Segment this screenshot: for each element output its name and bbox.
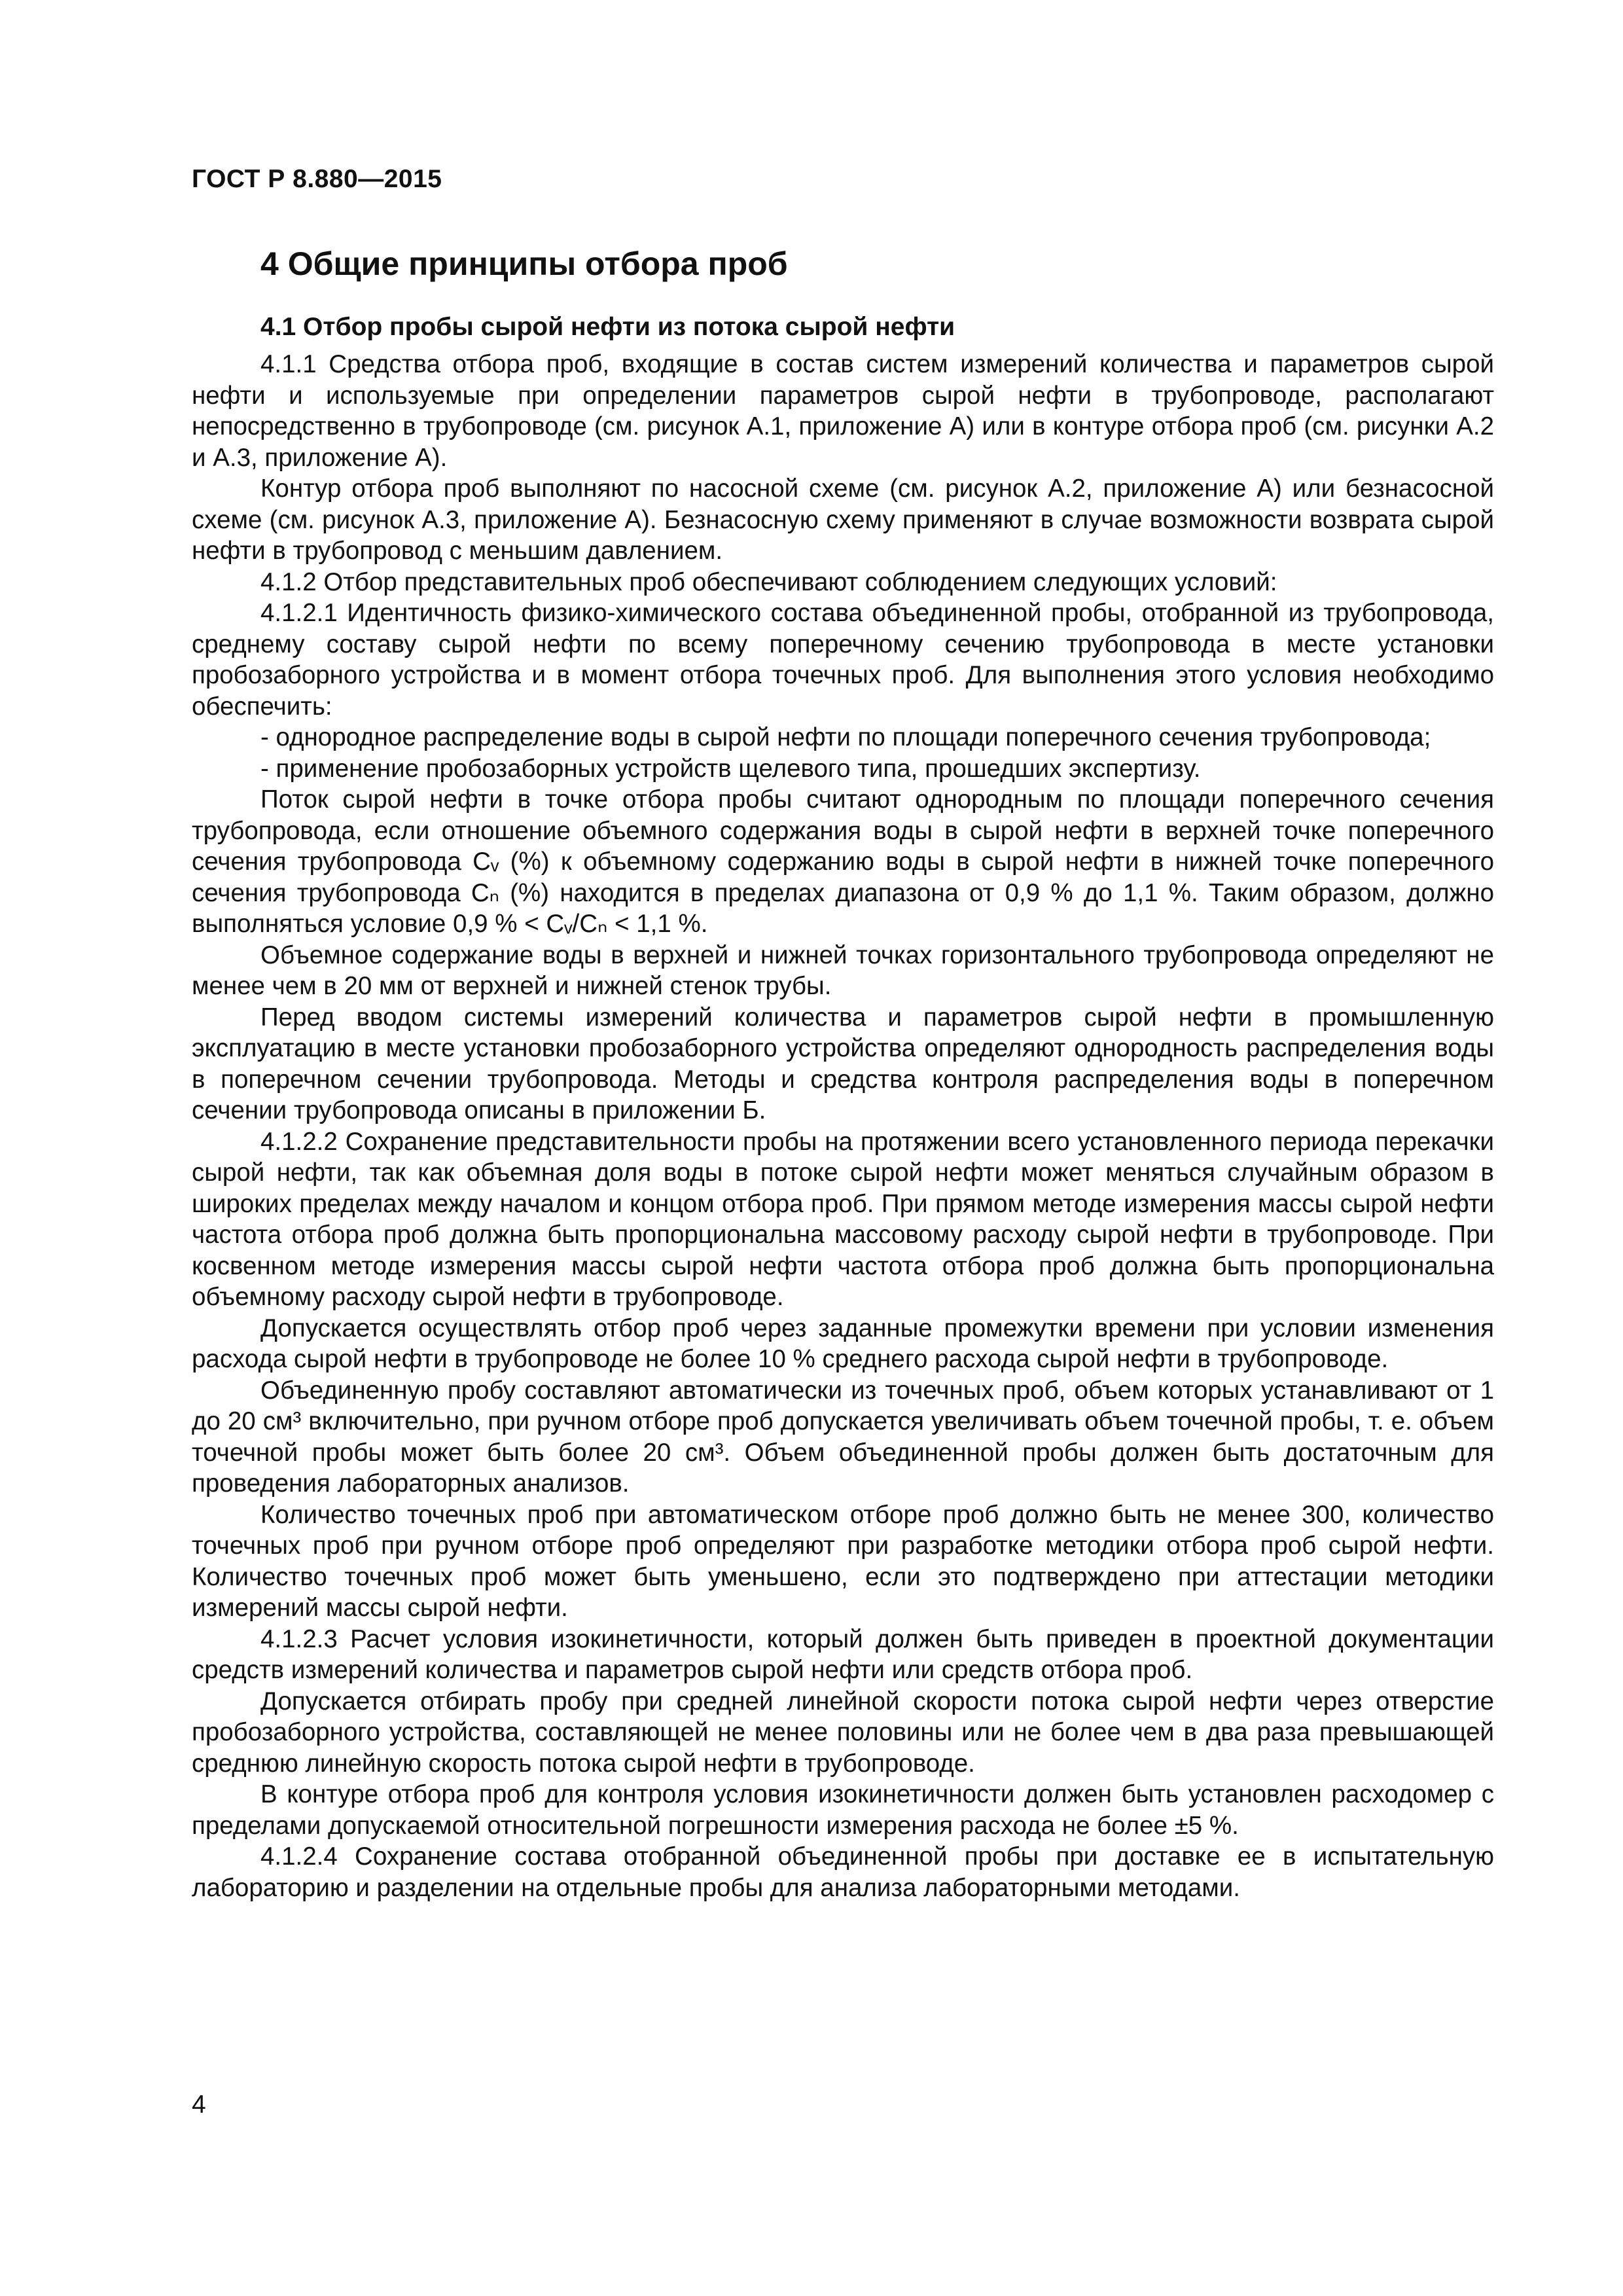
page-number: 4: [192, 2090, 206, 2119]
list-item: - однородное распределение воды в сырой нефти по площади поперечного сечения трубопровода;: [260, 723, 1431, 751]
paragraph: 4.1.2.3 Расчет условия изокинетичности, который должен быть приведен в проектной документации средств измерений количества и параметров сырой нефти или средств отбора проб.: [192, 1624, 1494, 1684]
paragraph: 4.1.2.4 Сохранение состава отобранной объединенной пробы при доставке ее в испытательную лабораторию и разделении на отдельные пробы для анализа лабораторными методами.: [192, 1842, 1494, 1902]
list-item: - применение пробозаборных устройств щелевого типа, прошедших экспертизу.: [260, 754, 1201, 783]
paragraph: Допускается осуществлять отбор проб через заданные промежутки времени при условии изменения расхода сырой нефти в трубопроводе не более 10 % среднего расхода сырой нефти в трубопроводе.: [192, 1314, 1494, 1373]
running-head: ГОСТ Р 8.880—2015: [192, 165, 442, 193]
paragraph: В контуре отбора проб для контроля условия изокинетичности должен быть установлен расходомер с пределами допускаемой относительной погрешности измерения расхода не более ±5 %.: [192, 1780, 1494, 1840]
paragraph: 4.1.1 Средства отбора проб, входящие в состав систем измерений количества и параметров сырой нефти и используемые при определении параметров сырой нефти в трубопроводе, располагают непосредственно в трубопроводе (см. рисунок А.1, приложение А) или в контуре отбора проб (см. рисунки А.2 и А.3, приложение А).: [192, 350, 1494, 472]
subsection-title: 4.1 Отбор пробы сырой нефти из потока сырой нефти: [260, 313, 955, 341]
paragraph: Поток сырой нефти в точке отбора пробы считают однородным по площади поперечного сечения трубопровода, если отношение объемного содержания воды в сырой нефти в верхней точке поперечного сечения трубопровода Сᵥ (%) к объемному содержанию воды в сырой нефти в нижней точке поперечного сечения трубопровода Сₙ (%) находится в пределах диапазона от 0,9 % до 1,1 %. Таким образом, должно выполняться условие 0,9 % < Сᵥ/Сₙ < 1,1 %.: [192, 785, 1494, 938]
paragraph: 4.1.2.2 Сохранение представительности пробы на протяжении всего установленного периода перекачки сырой нефти, так как объемная доля воды в потоке сырой нефти может меняться случайным образом в широких пределах между началом и концом отбора проб. При прямом методе измерения массы сырой нефти частота отбора проб должна быть пропорциональна массовому расходу сырой нефти в трубопроводе. При косвенном методе измерения массы сырой нефти частота отбора проб должна быть пропорциональна объемному расходу сырой нефти в трубопроводе.: [192, 1127, 1494, 1311]
paragraph: Контур отбора проб выполняют по насосной схеме (см. рисунок А.2, приложение А) или безнасосной схеме (см. рисунок А.3, приложение А). Безнасосную схему применяют в случае возможности возврата сырой нефти в трубопровод с меньшим давлением.: [192, 475, 1494, 565]
paragraph: Объединенную пробу составляют автоматически из точечных проб, объем которых устанавливают от 1 до 20 см³ включительно, при ручном отборе проб допускается увеличивать объем точечной пробы, т. е. объем точечной пробы может быть более 20 см³. Объем объединенной пробы должен быть достаточным для проведения лабораторных анализов.: [192, 1376, 1494, 1498]
paragraph: 4.1.2 Отбор представительных проб обеспечивают соблюдением следующих условий:: [260, 567, 1277, 596]
section-title: 4 Общие принципы отбора проб: [260, 245, 788, 282]
paragraph: Перед вводом системы измерений количества и параметров сырой нефти в промышленную эксплуатацию в месте установки пробозаборного устройства определяют однородность распределения воды в поперечном сечении трубопровода. Методы и средства контроля распределения воды в поперечном сечении трубопровода описаны в приложении Б.: [192, 1003, 1494, 1124]
page-content: [192, 241, 1494, 1903]
paragraph: 4.1.2.1 Идентичность физико-химического состава объединенной пробы, отобранной из трубопровода, среднему составу сырой нефти по всему поперечному сечению трубопровода в месте установки пробозаборного устройства и в момент отбора точечных проб. Для выполнения этого условия необходимо обеспечить:: [192, 599, 1494, 721]
paragraph: Допускается отбирать пробу при средней линейной скорости потока сырой нефти через отверстие пробозаборного устройства, составляющей не менее половины или не более чем в два раза превышающей среднюю линейную скорость потока сырой нефти в трубопроводе.: [192, 1687, 1494, 1778]
paragraph: Количество точечных проб при автоматическом отборе проб должно быть не менее 300, количество точечных проб при ручном отборе проб определяют при разработке методики отбора проб сырой нефти. Количество точечных проб может быть уменьшено, если это подтверждено при аттестации методики измерений массы сырой нефти.: [192, 1500, 1494, 1622]
body-text: [192, 349, 1494, 1903]
paragraph: Объемное содержание воды в верхней и нижней точках горизонтального трубопровода определяют не менее чем в 20 мм от верхней и нижней стенок трубы.: [192, 941, 1494, 1000]
